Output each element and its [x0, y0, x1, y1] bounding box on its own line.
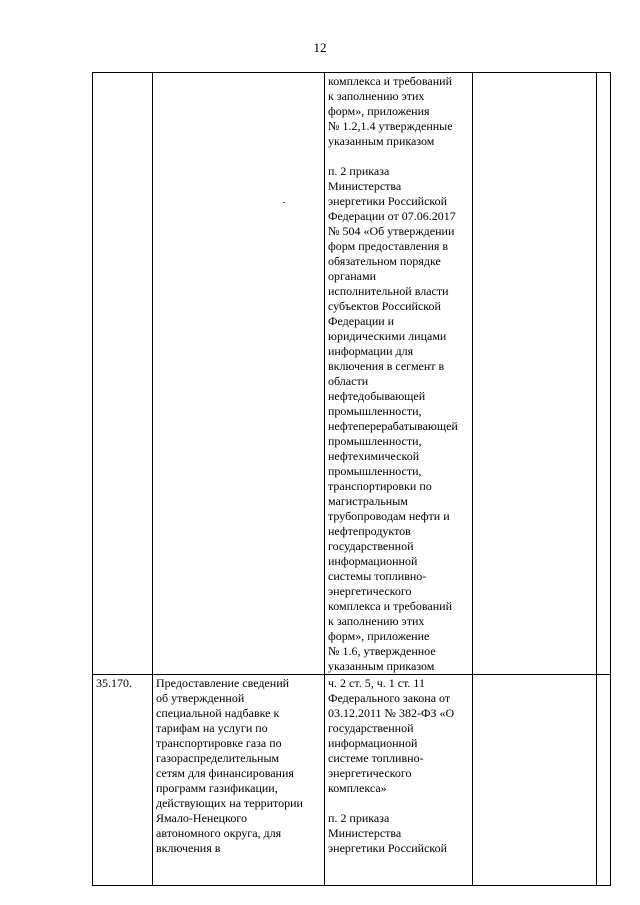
legal-basis-paragraph: п. 2 приказа Министерства энергетики Российской Федерации от 07.06.2017 № 504 «Об утверждении форм предоставления в обязательном порядке органами исполнительной власти субъектов Российской Федерации и юридическими лицами информации для включения в сегмент в области нефтедобывающей промышленности, нефтеперерабатывающей промышленности, нефтехимической промышленности, транспортировки по магистральным трубопроводам нефти и нефтепродуктов государственной информационной системы топливно- энергетического комплекса и требований к заполнению этих форм», приложение № 1.6, утвержденное указанным приказом — [328, 164, 458, 673]
description-text: Предоставление сведений об утвержденной специальной надбавке к тарифам на услуги по транспортировке газа по газораспределительным сетям для финансирования программ газификации, действующих на территории Ямало-Ненецкого автономного округа, для включения в — [156, 676, 303, 855]
row-number-cell — [93, 73, 153, 675]
page-number: 12 — [313, 40, 327, 55]
table-row — [93, 675, 611, 886]
empty-cell — [473, 73, 597, 675]
legal-basis-cell — [325, 675, 473, 886]
row-number-cell — [93, 675, 153, 886]
legal-basis-cell — [325, 73, 473, 675]
legal-basis-paragraph: ч. 2 ст. 5, ч. 1 ст. 11 Федерального закона от 03.12.2011 № 382-ФЗ «О государственной информационной системе топливно- энергетического комплекса» — [328, 676, 455, 795]
scan-speck — [283, 202, 285, 203]
table-row — [93, 73, 611, 675]
row-number: 35.170. — [96, 676, 132, 690]
empty-cell — [597, 675, 611, 886]
description-cell — [153, 675, 325, 886]
legal-basis-paragraph: п. 2 приказа Министерства энергетики Российской — [328, 811, 448, 855]
legal-basis-paragraph: комплекса и требований к заполнению этих форм», приложения № 1.2,1.4 утвержденные указанным приказом — [328, 74, 453, 148]
empty-cell — [473, 675, 597, 886]
description-cell — [153, 73, 325, 675]
empty-cell — [597, 73, 611, 675]
document-table — [92, 72, 611, 886]
